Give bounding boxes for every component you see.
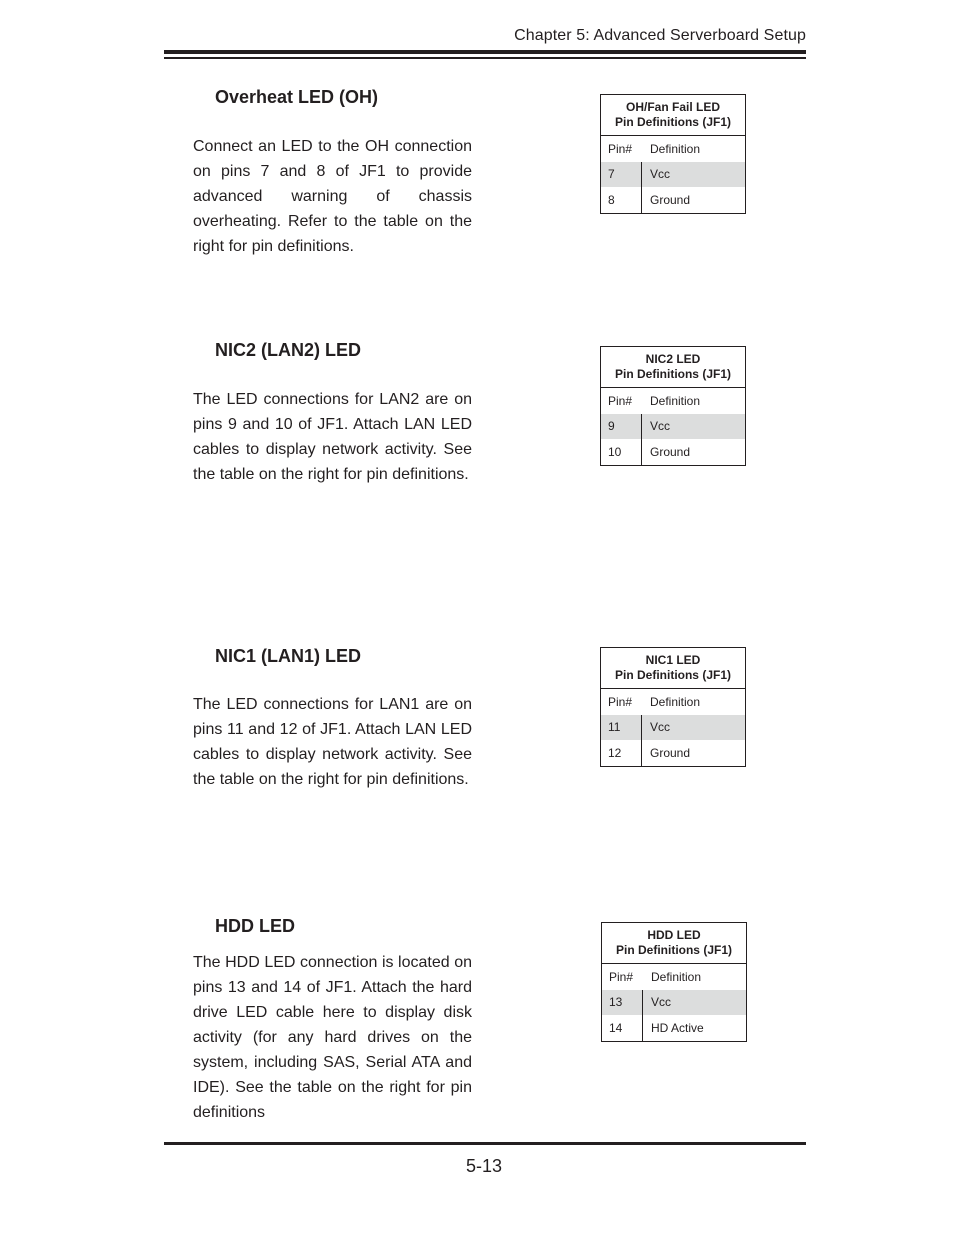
table-row bbox=[601, 439, 745, 465]
definition-cell: Vcc bbox=[650, 419, 671, 434]
definition-cell: Vcc bbox=[650, 720, 671, 735]
table-caption bbox=[601, 95, 745, 136]
pin-cell: 14 bbox=[602, 1015, 643, 1041]
column-header-definition: Definition bbox=[650, 141, 701, 156]
table-subtitle: Pin Definitions (JF1) bbox=[615, 943, 732, 957]
definition-cell: Ground bbox=[650, 444, 691, 459]
pin-table-nic1-led bbox=[600, 647, 746, 767]
definition-cell: Ground bbox=[650, 192, 691, 207]
table-header-row bbox=[601, 689, 745, 715]
table-row bbox=[601, 187, 745, 213]
table-row bbox=[601, 715, 745, 741]
column-header-pin: Pin# bbox=[608, 141, 633, 156]
table-row bbox=[601, 414, 745, 440]
table-row bbox=[601, 162, 745, 188]
pin-cell: 8 bbox=[601, 187, 642, 213]
section-heading-nic2-led: NIC2 (LAN2) LED bbox=[215, 340, 362, 360]
definition-cell: Vcc bbox=[651, 995, 672, 1010]
table-row bbox=[602, 990, 746, 1016]
table-header-row bbox=[601, 388, 745, 414]
table-caption bbox=[601, 648, 745, 689]
pin-cell: 13 bbox=[602, 990, 643, 1016]
pin-cell: 12 bbox=[601, 740, 642, 766]
header-rule-thin bbox=[164, 57, 806, 59]
table-title: HDD LED bbox=[647, 928, 701, 942]
pin-table-hdd-led bbox=[601, 922, 747, 1042]
header-rule-thick bbox=[164, 50, 806, 54]
definition-cell: Ground bbox=[650, 745, 691, 760]
column-header-pin: Pin# bbox=[608, 694, 633, 709]
pin-table-nic2-led bbox=[600, 346, 746, 466]
pin-cell: 9 bbox=[601, 414, 642, 440]
table-title: OH/Fan Fail LED bbox=[625, 100, 720, 114]
page-number: 5-13 bbox=[465, 1156, 503, 1176]
pin-cell: 10 bbox=[601, 439, 642, 465]
section-body-overheat-led: Connect an LED to the OH connection on pins 7 and 8 of JF1 to provide advanced warning of chassis overheating. Refer to the table on the right for pin definitions. bbox=[193, 138, 472, 255]
section-heading-overheat-led: Overheat LED (OH) bbox=[215, 87, 379, 107]
footer-rule bbox=[164, 1142, 806, 1145]
table-subtitle: Pin Definitions (JF1) bbox=[614, 367, 731, 381]
column-header-definition: Definition bbox=[651, 969, 702, 984]
section-heading-nic1-led: NIC1 (LAN1) LED bbox=[215, 646, 362, 666]
pin-table-overheat-led bbox=[600, 94, 746, 214]
column-header-pin: Pin# bbox=[609, 969, 634, 984]
section-body-hdd-led: The HDD LED connection is located on pins 13 and 14 of JF1. Attach the hard drive LED cable here to display disk activity (for any hard drives on the system, including SAS, Serial ATA and IDE). See the table on the right for pin definitions bbox=[193, 954, 472, 1121]
table-header-row bbox=[601, 136, 745, 162]
definition-cell: Vcc bbox=[650, 167, 671, 182]
header-rule bbox=[164, 50, 806, 60]
chapter-header: Chapter 5: Advanced Serverboard Setup bbox=[514, 27, 806, 44]
section-heading-hdd-led: HDD LED bbox=[215, 916, 295, 936]
table-subtitle: Pin Definitions (JF1) bbox=[614, 115, 731, 129]
column-header-pin: Pin# bbox=[608, 393, 633, 408]
table-row bbox=[602, 1015, 746, 1041]
column-header-definition: Definition bbox=[650, 694, 701, 709]
table-caption bbox=[601, 347, 745, 388]
table-row bbox=[601, 740, 745, 766]
pin-cell: 11 bbox=[601, 715, 642, 741]
table-subtitle: Pin Definitions (JF1) bbox=[614, 668, 731, 682]
table-header-row bbox=[602, 964, 746, 990]
pin-cell: 7 bbox=[601, 162, 642, 188]
section-body-nic1-led: The LED connections for LAN1 are on pins 11 and 12 of JF1. Attach LAN LED cables to display network activity. See the table on the right for pin definitions. bbox=[193, 696, 472, 788]
column-header-definition: Definition bbox=[650, 393, 701, 408]
definition-cell: HD Active bbox=[651, 1020, 704, 1035]
table-title: NIC1 LED bbox=[645, 653, 701, 667]
table-title: NIC2 LED bbox=[645, 352, 701, 366]
table-caption bbox=[602, 923, 746, 964]
section-body-nic2-led: The LED connections for LAN2 are on pins 9 and 10 of JF1. Attach LAN LED cables to display network activity. See the table on the right for pin definitions. bbox=[193, 391, 472, 483]
